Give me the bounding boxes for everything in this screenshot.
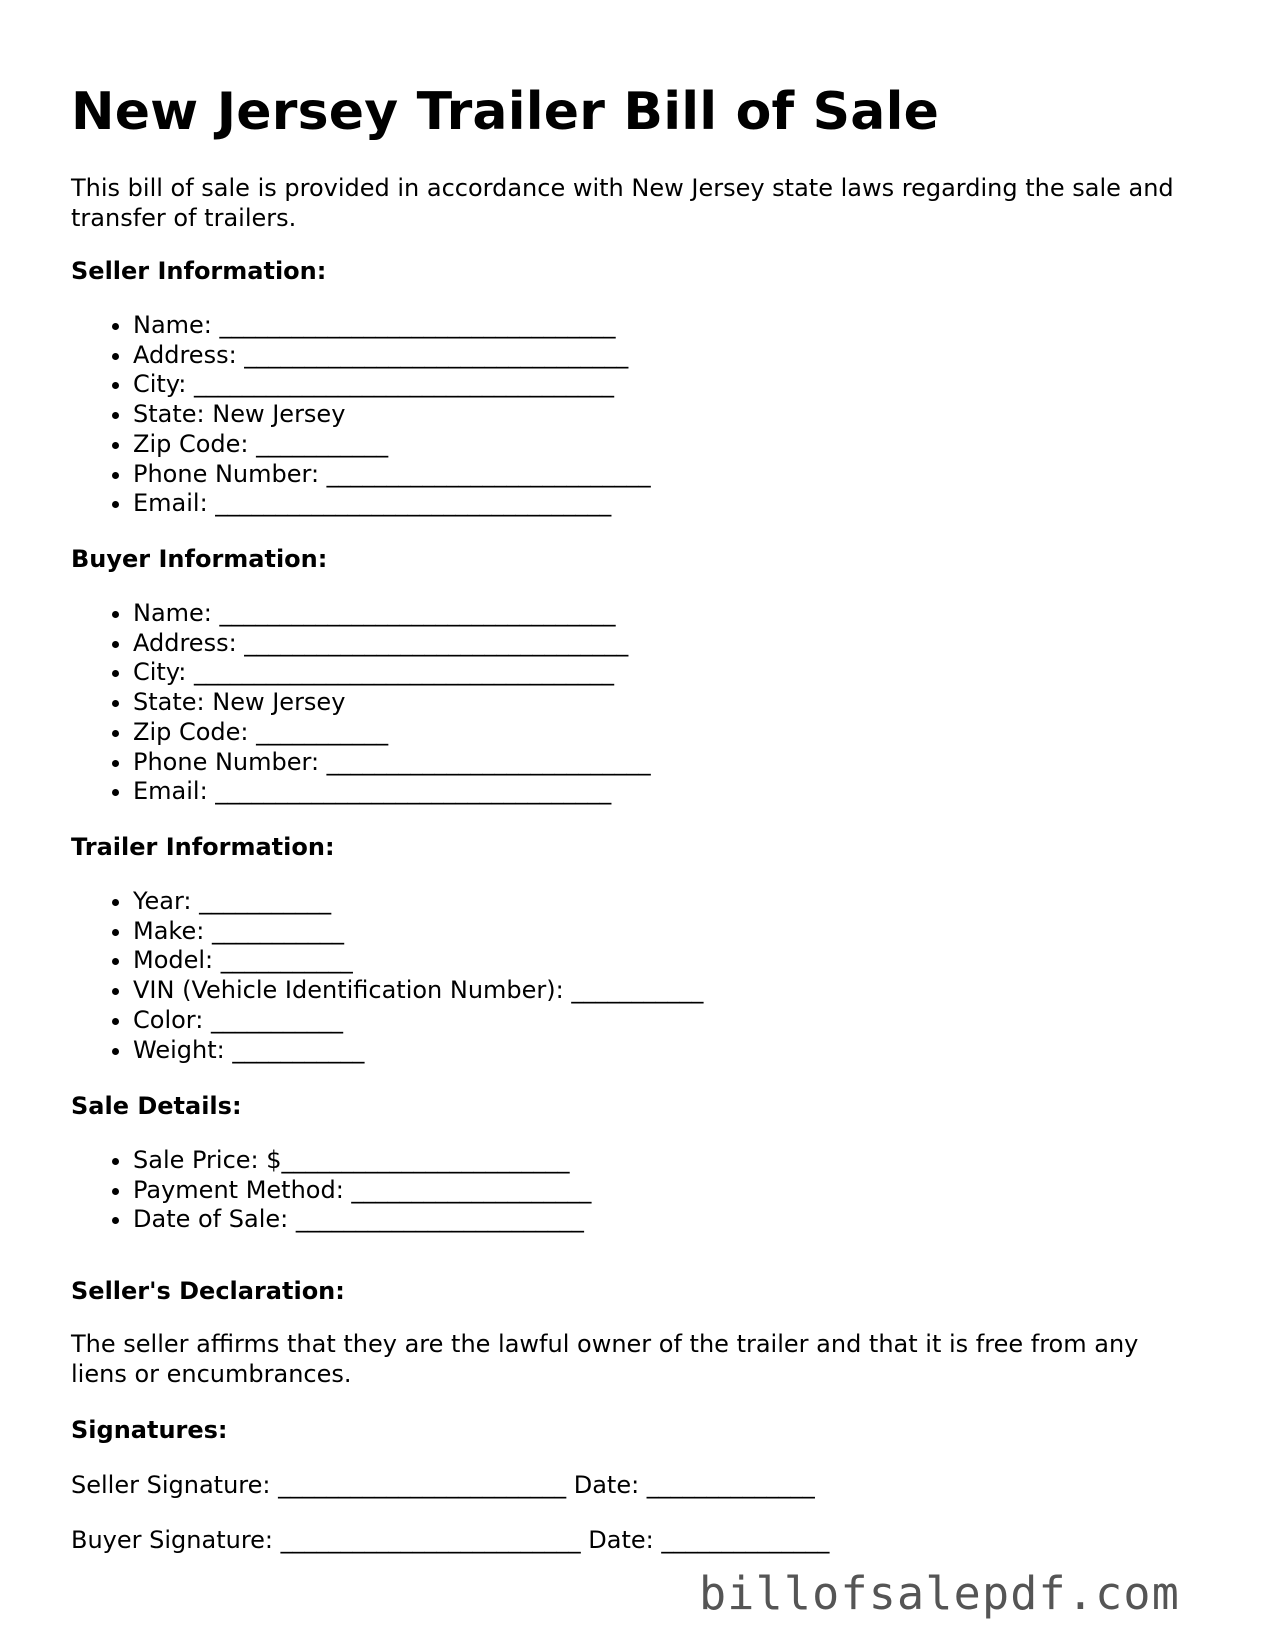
buyer-name-item: • Name: _________________________________	[133, 599, 651, 629]
buyer-email-item: • Email: _________________________________	[133, 777, 651, 807]
trailer-list	[71, 887, 703, 1065]
seller-email-item: • Email: _________________________________	[133, 489, 651, 519]
buyer-list	[71, 599, 651, 807]
sale-price-item: • Sale Price: $________________________	[133, 1146, 591, 1176]
seller-name-item: • Name: _________________________________	[133, 311, 651, 341]
trailer-vin-item: • VIN (Vehicle Identification Number): ___________	[133, 976, 703, 1006]
trailer-year-item: • Year: ___________	[133, 887, 703, 917]
buyer-signature-line: Buyer Signature: _________________________ Date: ______________	[71, 1526, 830, 1554]
declaration-heading: Seller's Declaration:	[71, 1277, 345, 1305]
seller-zip-item: • Zip Code: ___________	[133, 430, 651, 460]
seller-signature-line: Seller Signature: ________________________ Date: ______________	[71, 1471, 815, 1499]
seller-state-item: • State: New Jersey	[133, 400, 651, 430]
watermark: billofsalepdf.com	[699, 1567, 1180, 1620]
sale-list	[71, 1146, 591, 1235]
trailer-heading: Trailer Information:	[71, 833, 335, 861]
seller-address-item: • Address: ________________________________	[133, 341, 651, 371]
date-of-sale-item: • Date of Sale: ________________________	[133, 1205, 591, 1235]
trailer-color-item: • Color: ___________	[133, 1006, 703, 1036]
signatures-heading: Signatures:	[71, 1416, 228, 1444]
trailer-weight-item: • Weight: ___________	[133, 1036, 703, 1066]
seller-city-item: • City: ___________________________________	[133, 370, 651, 400]
buyer-address-item: • Address: ________________________________	[133, 629, 651, 659]
buyer-phone-item: • Phone Number: ___________________________	[133, 748, 651, 778]
buyer-state-item: • State: New Jersey	[133, 688, 651, 718]
intro-paragraph: This bill of sale is provided in accordance with New Jersey state laws regarding the sale and transfer of trailers.	[71, 174, 1174, 232]
page-title: New Jersey Trailer Bill of Sale	[71, 82, 940, 142]
declaration-paragraph: The seller affirms that they are the lawful owner of the trailer and that it is free from any liens or encumbrances.	[71, 1330, 1139, 1388]
buyer-heading: Buyer Information:	[71, 545, 328, 573]
buyer-city-item: • City: ___________________________________	[133, 658, 651, 688]
sale-heading: Sale Details:	[71, 1092, 242, 1120]
seller-phone-item: • Phone Number: ___________________________	[133, 460, 651, 490]
payment-method-item: • Payment Method: ____________________	[133, 1176, 591, 1206]
seller-heading: Seller Information:	[71, 257, 327, 285]
seller-list	[71, 311, 651, 519]
trailer-model-item: • Model: ___________	[133, 946, 703, 976]
trailer-make-item: • Make: ___________	[133, 917, 703, 947]
buyer-zip-item: • Zip Code: ___________	[133, 718, 651, 748]
